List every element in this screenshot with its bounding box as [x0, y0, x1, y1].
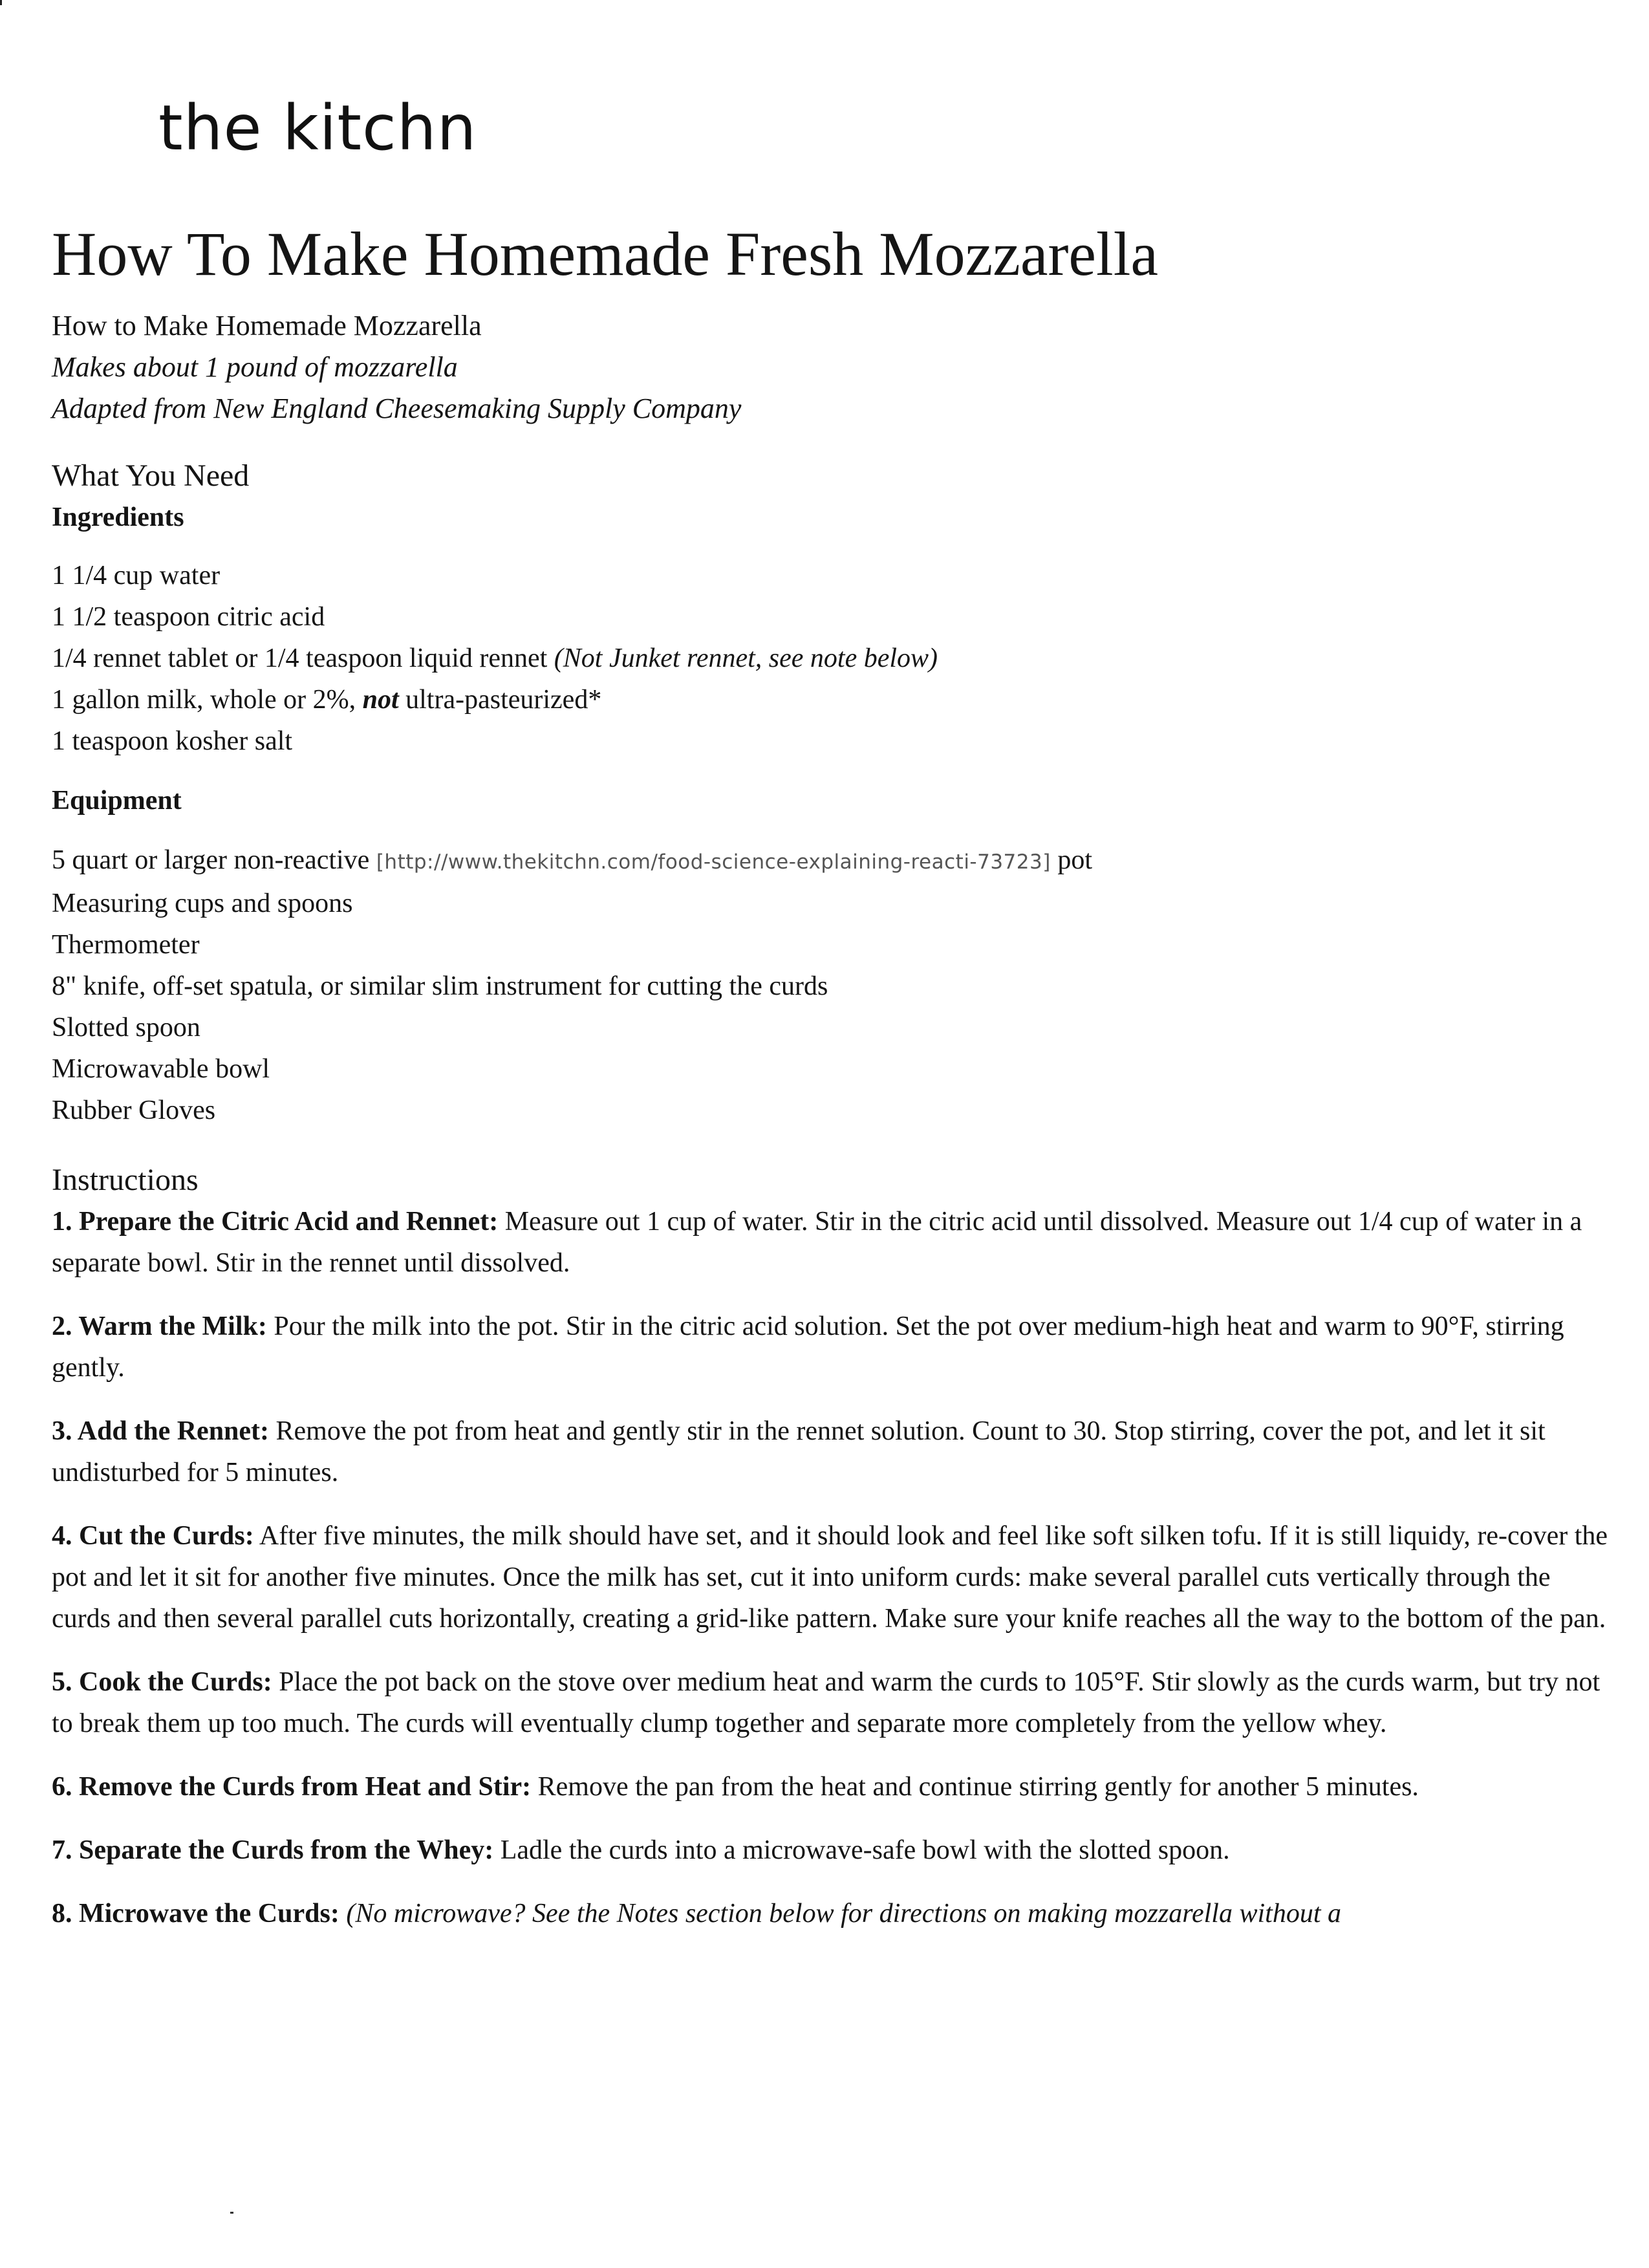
- site-logo: the kitchn: [158, 92, 477, 164]
- step-label: 1. Prepare the Citric Acid and Rennet:: [52, 1207, 499, 1237]
- step-text: Place the pot back on the stove over medium heat and warm the curds to 105°F. Stir slowly as the curds warm, but try not to break them up too much. The curds will eventually clump together and separate more completely from the yellow whey.: [52, 1667, 1600, 1739]
- ingredient-text: 1 gallon milk, whole or 2%,: [52, 685, 363, 715]
- list-item: Microwavable bowl: [52, 1054, 270, 1085]
- equipment-text: pot: [1050, 845, 1092, 876]
- instruction-step: [52, 1661, 1610, 1744]
- list-item: [52, 679, 1610, 720]
- recipe-yield: Makes about 1 pound of mozzarella: [52, 351, 458, 383]
- equipment-heading: Equipment: [52, 786, 182, 816]
- reference-link[interactable]: [http://www.thekitchn.com/food-science-explaining-reacti-73723]: [376, 850, 1051, 874]
- list-item: Measuring cups and spoons: [52, 889, 353, 919]
- instruction-step: [52, 1410, 1610, 1493]
- step-text: Remove the pan from the heat and continue stirring gently for another 5 minutes.: [531, 1772, 1419, 1802]
- step-label: 4. Cut the Curds:: [52, 1521, 254, 1551]
- step-text: Pour the milk into the pot. Stir in the citric acid solution. Set the pot over medium-high heat and warm to 90°F, stirring gently.: [52, 1312, 1564, 1383]
- list-item: Rubber Gloves: [52, 1096, 216, 1126]
- instruction-step: [52, 1306, 1610, 1388]
- step-text: Measure out 1 cup of water. Stir in the citric acid until dissolved. Measure out 1/4 cup of water in a separate bowl. Stir in the rennet until dissolved.: [52, 1207, 1582, 1279]
- page-title: How To Make Homemade Fresh Mozzarella: [52, 219, 1158, 288]
- step-text: (No microwave? See the Notes section below for directions on making mozzarella without a: [339, 1899, 1341, 1929]
- instruction-step: [52, 1766, 1610, 1808]
- ingredients-list: [52, 555, 1610, 762]
- step-text: After five minutes, the milk should have set, and it should look and feel like soft silken tofu. If it is still liquidy, re-cover the pot and let it sit for another five minutes. Once the milk has set, cut it into uniform curds: make several parallel cuts vertically through the curds and then several parallel cuts horizontally, creating a grid-like pattern. Make sure your knife reaches all the way to the bottom of the pan.: [52, 1521, 1608, 1634]
- list-item: 8" knife, off-set spatula, or similar slim instrument for cutting the curds: [52, 971, 828, 1002]
- instructions-heading: Instructions: [52, 1163, 199, 1198]
- step-label: 8. Microwave the Curds:: [52, 1899, 339, 1929]
- step-label: 6. Remove the Curds from Heat and Stir:: [52, 1772, 532, 1802]
- list-item: Slotted spoon: [52, 1013, 200, 1043]
- instruction-step: [52, 1893, 1610, 1934]
- list-item: [52, 839, 1610, 883]
- list-item: [52, 638, 1610, 679]
- scan-mark: [0, 0, 2, 5]
- instruction-step: [52, 1515, 1610, 1639]
- what-you-need-heading: What You Need: [52, 459, 250, 493]
- instruction-step: [52, 1830, 1610, 1871]
- equipment-text: 5 quart or larger non-reactive: [52, 845, 376, 876]
- ingredient-note: (Not Junket rennet, see note below): [554, 643, 938, 674]
- list-item: 1 teaspoon kosher salt: [52, 726, 293, 757]
- step-label: 7. Separate the Curds from the Whey:: [52, 1835, 494, 1866]
- ingredients-heading: Ingredients: [52, 502, 184, 533]
- ingredient-emphasis: not: [362, 685, 399, 715]
- recipe-subtitle: How to Make Homemade Mozzarella: [52, 310, 482, 342]
- ingredient-text: 1/4 rennet tablet or 1/4 teaspoon liquid rennet: [52, 643, 554, 674]
- list-item: 1 1/2 teaspoon citric acid: [52, 602, 325, 632]
- list-item: 1 1/4 cup water: [52, 561, 221, 591]
- ingredient-text: ultra-pasteurized*: [398, 685, 602, 715]
- instruction-step: [52, 1201, 1610, 1284]
- list-item: Thermometer: [52, 930, 200, 960]
- step-text: Remove the pot from heat and gently stir in the rennet solution. Count to 30. Stop stirring, cover the pot, and let it sit undisturbed for 5 minutes.: [52, 1416, 1546, 1488]
- scan-speck: [230, 2212, 233, 2214]
- step-label: 3. Add the Rennet:: [52, 1416, 270, 1447]
- recipe-source: Adapted from New England Cheesemaking Supply Company: [52, 393, 742, 425]
- step-text: Ladle the curds into a microwave-safe bowl with the slotted spoon.: [493, 1835, 1230, 1866]
- equipment-list: [52, 839, 1610, 1131]
- step-label: 2. Warm the Milk:: [52, 1312, 267, 1342]
- recipe-content: [52, 219, 1610, 1956]
- step-label: 5. Cook the Curds:: [52, 1667, 272, 1698]
